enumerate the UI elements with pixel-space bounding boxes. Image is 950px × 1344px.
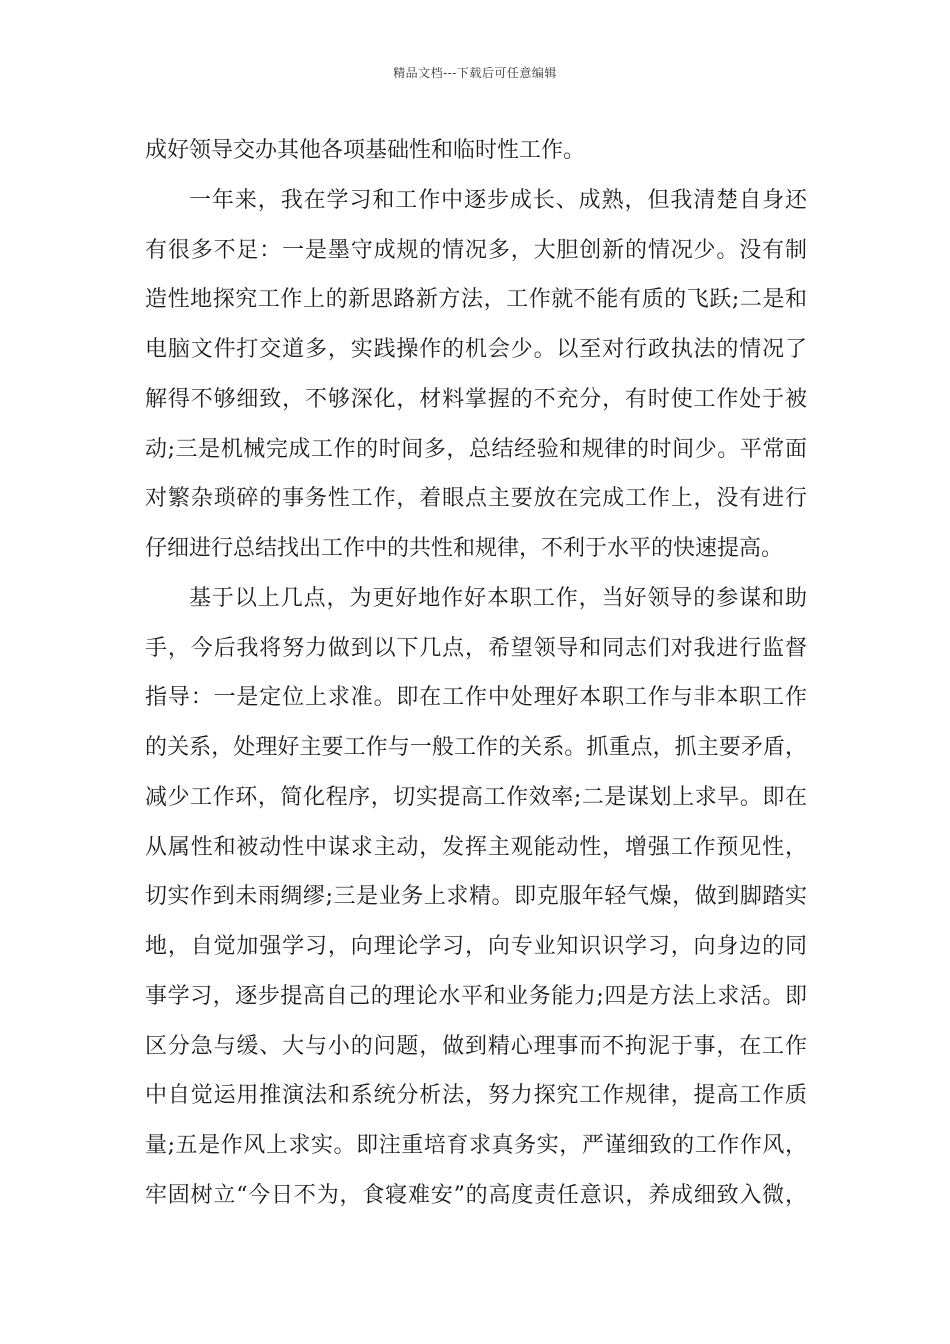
text-line: 仔细进行总结找出工作中的共性和规律，不利于水平的快速提高。	[145, 536, 784, 561]
text-line: 切实作到未雨绸缪;三是业务上求精。即克服年轻气燥，做到脚踏实	[145, 884, 807, 910]
text-line: 手，今后我将努力做到以下几点，希望领导和同志们对我进行监督	[145, 635, 807, 661]
document-body	[145, 126, 807, 1221]
text-line: 成好领导交办其他各项基础性和临时性工作。	[145, 138, 586, 163]
page-header: 精品文档---下载后可任意编辑	[393, 66, 557, 80]
text-line: 解得不够细致，不够深化，材料掌握的不充分，有时使工作处于被	[145, 386, 807, 412]
text-line: 地，自觉加强学习，向理论学习，向专业知识识学习，向身边的同	[145, 934, 807, 959]
text-line: 造性地探究工作上的新思路新方法，工作就不能有质的飞跃;二是和	[145, 287, 807, 313]
text-line: 事学习，逐步提高自己的理论水平和业务能力;四是方法上求活。即	[145, 983, 807, 1009]
text-line: 对繁杂琐碎的事务性工作，着眼点主要放在完成工作上，没有进行	[145, 486, 807, 512]
text-line: 基于以上几点，为更好地作好本职工作，当好领导的参谋和助	[189, 585, 807, 611]
text-line: 牢固树立“今日不为，食寝难安”的高度责任意识，养成细致入微，	[145, 1182, 807, 1208]
text-line: 从属性和被动性中谋求主动，发挥主观能动性，增强工作预见性，	[145, 834, 807, 860]
text-line: 有很多不足：一是墨守成规的情况多，大胆创新的情况少。没有制	[145, 237, 807, 263]
text-line: 动;三是机械完成工作的时间多，总结经验和规律的时间少。平常面	[145, 436, 807, 462]
text-line: 区分急与缓、大与小的问题，做到精心理事而不拘泥于事，在工作	[145, 1033, 807, 1059]
text-line: 减少工作环，简化程序，切实提高工作效率;二是谋划上求早。即在	[145, 784, 807, 810]
text-line: 一年来，我在学习和工作中逐步成长、成熟，但我清楚自身还	[189, 187, 807, 213]
text-line: 量;五是作风上求实。即注重培育求真务实，严谨细致的工作作风，	[145, 1133, 807, 1158]
text-line: 指导：一是定位上求准。即在工作中处理好本职工作与非本职工作	[145, 685, 807, 711]
text-line: 电脑文件打交道多，实践操作的机会少。以至对行政执法的情况了	[145, 337, 807, 362]
text-line: 中自觉运用推演法和系统分析法，努力探究工作规律，提高工作质	[145, 1083, 807, 1109]
text-line: 的关系，处理好主要工作与一般工作的关系。抓重点，抓主要矛盾，	[145, 735, 807, 760]
